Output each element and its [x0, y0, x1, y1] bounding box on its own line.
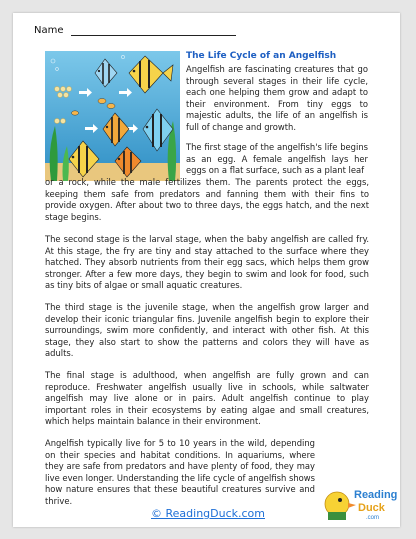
svg-text:Duck: Duck — [358, 502, 385, 514]
readingduck-link[interactable]: © ReadingDuck.com — [151, 507, 265, 520]
paragraph-intro: Angelfish are fascinating creatures that go through several stages in their life cycle, each one helping them grow and adapt to their environment. From tiny eggs to majestic adults, the life of an angelfish is full of change and growth. — [186, 64, 368, 132]
name-label: Name — [34, 25, 64, 36]
egg-stage-text-narrow: The first stage of the angelfish's life begins as an egg. A female angelfish lays her eggs on a flat surface, such as a plant leaf — [186, 142, 368, 176]
name-field — [34, 25, 236, 36]
angelfish-illustration — [45, 51, 180, 181]
paragraph-adult-stage: The final stage is adulthood, when angelfish are fully grown and can reproduce. Freshwater angelfish usually live in schools, while saltwater angelfish may live alone or in pairs. Adult angelfish continue to play important roles in their ecosystems by eating algae and small creatures, which helps maintain balance in their environment. — [45, 370, 369, 427]
egg-stage-text-wide: or a rock, while the male fertilizes them. The parents protect the eggs, keeping them safe from predators and fanning them with their fins to provide oxygen. After about two to three days, the eggs hatch, and the next stage begins. — [45, 177, 369, 222]
paragraph-lifespan: Angelfish typically live for 5 to 10 years in the wild, depending on their species and habitat conditions. In aquariums, where they are safe from predators and have plenty of food, they may live even longer. Understanding the life cycle of angelfish shows how nature ensures that these beautiful creatures survive and thrive. — [45, 438, 315, 506]
svg-text:Reading: Reading — [354, 489, 398, 501]
paragraph-larval-stage: The second stage is the larval stage, when the baby angelfish are called fry. At this stage, the fry are tiny and stay attached to the surface where they hatched. They absorb nutrients from their egg sacs, which helps them grow stronger. After a few more days, they begin to swim and look for food, such as tiny bits of algae or small aquatic creatures. — [45, 234, 369, 291]
readingduck-logo — [322, 478, 398, 522]
page-title: The Life Cycle of an Angelfish — [186, 51, 337, 61]
svg-text:.com: .com — [366, 515, 380, 521]
name-blank-line[interactable] — [71, 26, 236, 36]
paragraph-egg-stage-cont — [45, 177, 369, 223]
paragraph-egg-stage-part — [186, 142, 368, 177]
paragraph-juvenile-stage: The third stage is the juvenile stage, when the angelfish grow larger and develop their iconic triangular fins. Juvenile angelfish begin to explore their surroundings, swim more confidently, and interact with other fish. At this stage, they also start to show the patterns and colors they will have as adults. — [45, 302, 369, 359]
